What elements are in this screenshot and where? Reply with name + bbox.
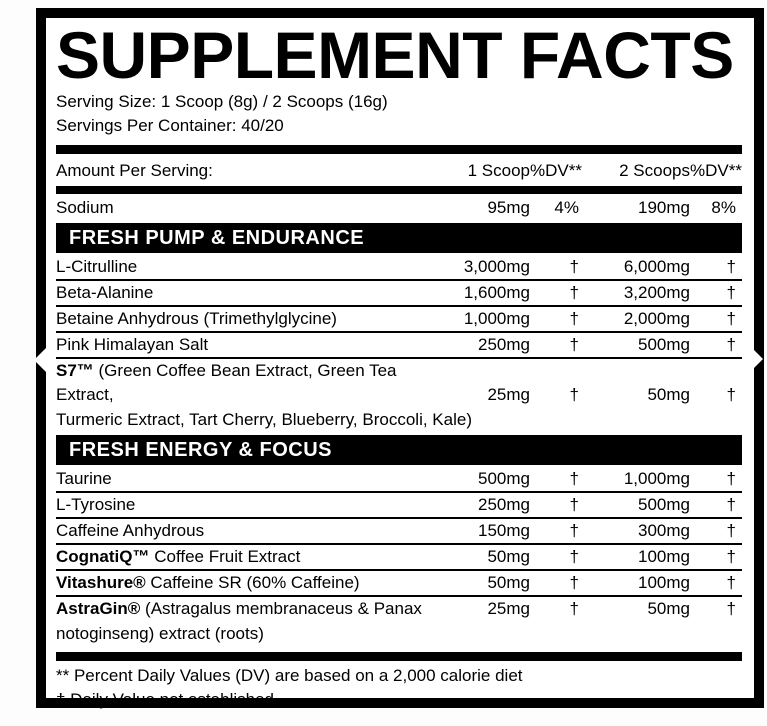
carousel-prev-button[interactable] bbox=[34, 346, 50, 374]
amount-1-scoop: 3,000mg bbox=[463, 257, 530, 276]
ingredient-text: Caffeine Anhydrous bbox=[56, 521, 205, 540]
ingredient-name: Sodium bbox=[56, 198, 114, 217]
dv-2-scoops: † bbox=[726, 385, 736, 404]
amount-1-scoop: 250mg bbox=[478, 495, 530, 514]
dagger-footnote: † Daily Value not established bbox=[56, 690, 274, 709]
ingredient-brand: S7™ bbox=[56, 361, 94, 380]
dv-1-scoop: † bbox=[569, 469, 579, 488]
ingredient-continuation: notoginseng) extract (roots) bbox=[56, 624, 264, 643]
ingredient-name bbox=[56, 519, 435, 543]
table-row bbox=[56, 281, 742, 307]
label-content bbox=[46, 18, 754, 709]
ingredient-name bbox=[56, 597, 435, 621]
percent-dv-footnote: ** Percent Daily Values (DV) are based on a 2,000 calorie diet bbox=[56, 666, 523, 685]
supplement-facts-label bbox=[36, 8, 764, 708]
ingredient-text: Pink Himalayan Salt bbox=[56, 335, 209, 354]
chevron-right-icon bbox=[751, 347, 763, 371]
table-row bbox=[56, 571, 742, 597]
dv-2-scoops: † bbox=[726, 599, 736, 618]
amount-2-scoops: 500mg bbox=[638, 335, 690, 354]
amount-2-scoops: 500mg bbox=[638, 495, 690, 514]
carousel-next-button[interactable] bbox=[751, 345, 767, 373]
ingredient-text: Caffeine SR (60% Caffeine) bbox=[145, 573, 360, 592]
amount-1-scoop: 1,000mg bbox=[463, 309, 530, 328]
sodium-row bbox=[56, 194, 742, 221]
column-header-row bbox=[56, 154, 742, 186]
amount-1-scoop: 150mg bbox=[478, 521, 530, 540]
ingredient-text: Beta-Alanine bbox=[56, 283, 154, 302]
table-row bbox=[56, 333, 742, 359]
dv-1-scoop: † bbox=[569, 599, 579, 618]
ingredient-brand: CognatiQ™ bbox=[56, 547, 150, 566]
dv-2-scoops: † bbox=[726, 495, 736, 514]
ingredient-text: Taurine bbox=[56, 469, 112, 488]
ingredient-name bbox=[56, 333, 435, 357]
dv-2-scoops: † bbox=[726, 257, 736, 276]
dv-1-scoop: † bbox=[569, 335, 579, 354]
dv-1-scoop: † bbox=[569, 573, 579, 592]
label-title: SUPPLEMENT FACTS bbox=[56, 18, 734, 92]
ingredient-text: Betaine Anhydrous (Trimethylglycine) bbox=[56, 309, 337, 328]
col-header-dv-1: %DV** bbox=[530, 161, 582, 180]
amount-2-scoops: 190mg bbox=[638, 198, 690, 217]
ingredient-text: Coffee Fruit Extract bbox=[149, 547, 301, 566]
amount-1-scoop: 50mg bbox=[487, 573, 530, 592]
ingredient-name bbox=[56, 467, 435, 491]
ingredient-name bbox=[56, 307, 435, 331]
dv-2-scoops: † bbox=[726, 573, 736, 592]
chevron-left-icon bbox=[34, 348, 46, 372]
dv-1-scoop: † bbox=[569, 385, 579, 404]
footnotes bbox=[56, 664, 742, 712]
thick-rule-bottom bbox=[56, 652, 742, 661]
table-row bbox=[56, 307, 742, 333]
amount-per-serving-label: Amount Per Serving: bbox=[56, 161, 213, 180]
dv-2-scoops: † bbox=[726, 521, 736, 540]
amount-2-scoops: 6,000mg bbox=[623, 257, 690, 276]
table-row bbox=[56, 467, 742, 493]
ingredient-name bbox=[56, 281, 435, 305]
amount-2-scoops: 50mg bbox=[647, 599, 690, 618]
amount-1-scoop: 50mg bbox=[487, 547, 530, 566]
amount-2-scoops: 50mg bbox=[647, 385, 690, 404]
serving-size-text: Serving Size: 1 Scoop (8g) / 2 Scoops (16g) bbox=[56, 92, 388, 111]
amount-1-scoop: 250mg bbox=[478, 335, 530, 354]
amount-1-scoop: 500mg bbox=[478, 469, 530, 488]
ingredient-name bbox=[56, 571, 435, 595]
thick-rule-top bbox=[56, 145, 742, 154]
dv-1-scoop: † bbox=[569, 495, 579, 514]
ingredient-continuation: Turmeric Extract, Tart Cherry, Blueberry, Broccoli, Kale) bbox=[56, 410, 472, 429]
ingredient-name bbox=[56, 359, 435, 407]
col-header-2-scoops: 2 Scoops bbox=[619, 161, 690, 180]
table-row bbox=[56, 255, 742, 281]
dv-2-scoops: † bbox=[726, 335, 736, 354]
ingredient-text: L-Tyrosine bbox=[56, 495, 136, 514]
table-row bbox=[56, 597, 742, 621]
amount-2-scoops: 100mg bbox=[638, 547, 690, 566]
dv-1-scoop: † bbox=[569, 283, 579, 302]
table-row bbox=[56, 519, 742, 545]
dv-1-scoop: † bbox=[569, 521, 579, 540]
dv-1-scoop: † bbox=[569, 257, 579, 276]
amount-2-scoops: 1,000mg bbox=[623, 469, 690, 488]
dv-2-scoops: 8% bbox=[711, 198, 736, 217]
ingredient-text: L-Citrulline bbox=[56, 257, 138, 276]
dv-2-scoops: † bbox=[726, 283, 736, 302]
table-row bbox=[56, 359, 742, 407]
dv-2-scoops: † bbox=[726, 547, 736, 566]
dv-2-scoops: † bbox=[726, 309, 736, 328]
ingredient-name bbox=[56, 255, 435, 279]
amount-1-scoop: 95mg bbox=[487, 198, 530, 217]
table-row bbox=[56, 545, 742, 571]
amount-2-scoops: 100mg bbox=[638, 573, 690, 592]
servings-per-container-text: Servings Per Container: 40/20 bbox=[56, 116, 284, 135]
section-banner-pump-endurance: FRESH PUMP & ENDURANCE bbox=[56, 223, 742, 253]
amount-1-scoop: 25mg bbox=[487, 385, 530, 404]
ingredient-text: (Astragalus membranaceus & Panax bbox=[140, 599, 422, 618]
dv-1-scoop: 4% bbox=[554, 198, 579, 217]
amount-1-scoop: 25mg bbox=[487, 599, 530, 618]
dv-1-scoop: † bbox=[569, 309, 579, 328]
ingredient-name bbox=[56, 493, 435, 517]
amount-2-scoops: 2,000mg bbox=[623, 309, 690, 328]
dv-2-scoops: † bbox=[726, 469, 736, 488]
col-header-dv-2: %DV** bbox=[690, 161, 742, 180]
amount-1-scoop: 1,600mg bbox=[463, 283, 530, 302]
ingredient-brand: AstraGin® bbox=[56, 599, 141, 618]
section-banner-energy-focus: FRESH ENERGY & FOCUS bbox=[56, 435, 742, 465]
ingredient-name bbox=[56, 545, 435, 569]
ingredient-brand: Vitashure® bbox=[56, 573, 146, 592]
amount-2-scoops: 3,200mg bbox=[623, 283, 690, 302]
ingredient-text: (Green Coffee Bean Extract, Green Tea Extract, bbox=[56, 361, 397, 404]
col-header-1-scoop: 1 Scoop bbox=[467, 161, 530, 180]
amount-2-scoops: 300mg bbox=[638, 521, 690, 540]
dv-1-scoop: † bbox=[569, 547, 579, 566]
table-row bbox=[56, 493, 742, 519]
thick-rule-under-header bbox=[56, 186, 742, 194]
